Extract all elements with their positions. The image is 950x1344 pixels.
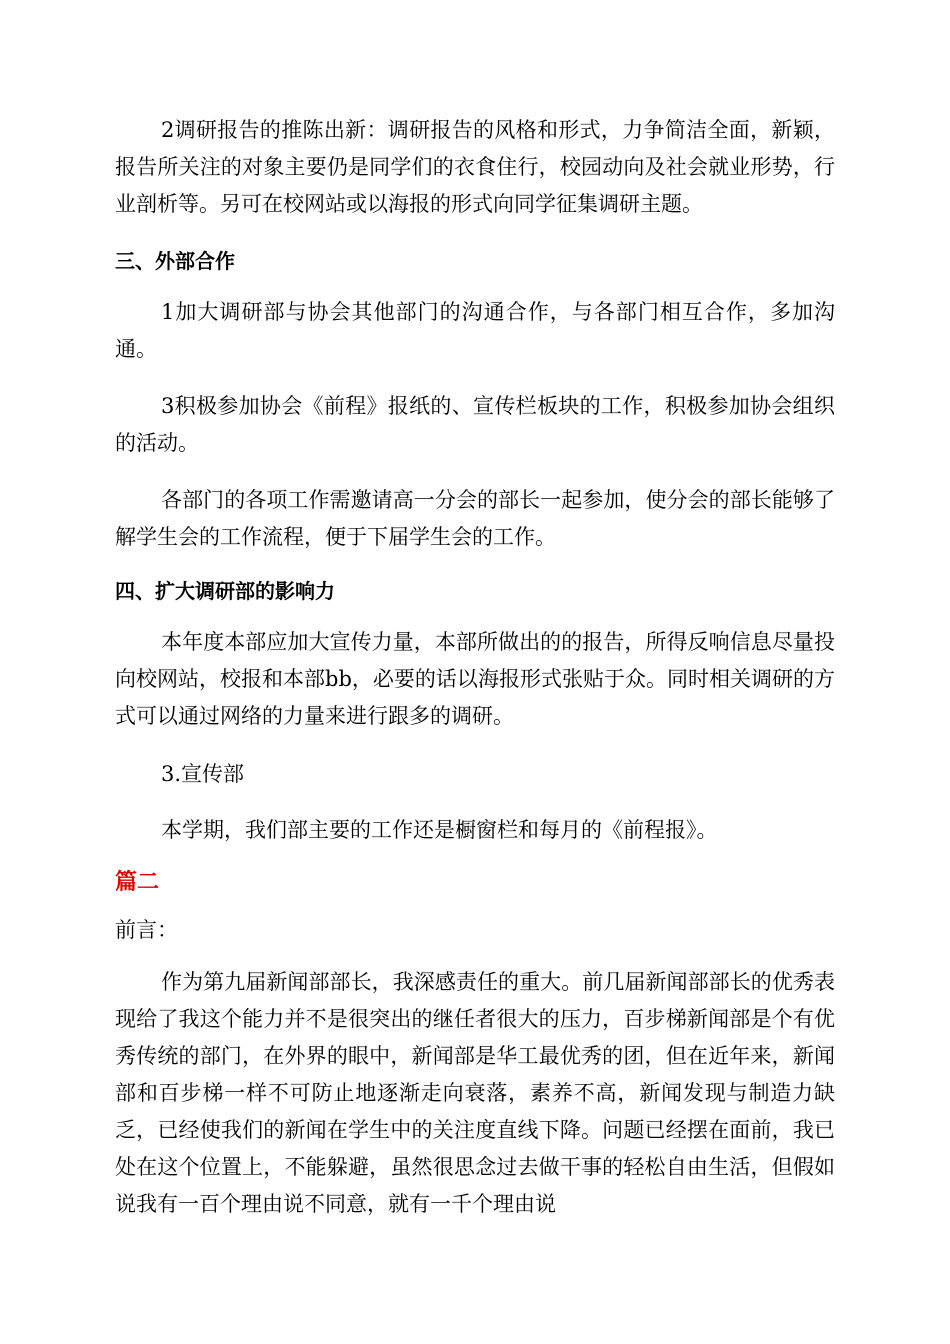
heading-expand-influence: 四、扩大调研部的影响力	[115, 579, 335, 603]
heading-external-cooperation: 三、外部合作	[115, 249, 235, 273]
paragraph-news-minister: 作为第九届新闻部部长，我深感责任的重大。前几届新闻部部长的优秀表现给了我这个能力并不是很突出的继任者很大的压力，百步梯新闻部是个有优秀传统的部门，在外界的眼中，新闻部是华工最优秀的团，但在近年来，新闻部和百步梯一样不可防止地逐渐走向衰落，素养不高，新闻发现与制造力缺乏，已经使我们的新闻在学生中的关注度直线下降。问题已经摆在面前，我已处在这个位置上，不能躲避，虽然很思念过去做干事的轻松自由生活，但假如说我有一百个理由说不同意，就有一千个理由说	[115, 970, 835, 1216]
paragraph-branch-ministers: 各部门的各项工作需邀请高一分会的部长一起参加，使分会的部长能够了解学生会的工作流程，便于下届学生会的工作。	[115, 488, 835, 549]
paragraph-semester-work: 本学期，我们部主要的工作还是橱窗栏和每月的《前程报》。	[161, 818, 718, 842]
paragraph-cooperation-3: 3积极参加协会《前程》报纸的、宣传栏板块的工作，积极参加协会组织的活动。	[115, 394, 835, 455]
preface-label: 前言：	[115, 918, 178, 942]
paragraph-research-report: 2调研报告的推陈出新：调研报告的风格和形式，力争简洁全面，新颖，报告所关注的对象主要仍是同学们的衣食住行，校园动向及社会就业形势，行业剖析等。另可在校网站或以海报的形式向同学征集调研主题。	[115, 118, 835, 216]
section-title-part-two: 篇二	[115, 870, 160, 895]
paragraph-cooperation-1: 1加大调研部与协会其他部门的沟通合作，与各部门相互合作，多加沟通。	[115, 300, 835, 361]
paragraph-publicity: 本年度本部应加大宣传力量，本部所做出的的报告，所得反响信息尽量投向校网站，校报和本部bb，必要的话以海报形式张贴于众。同时相关调研的方式可以通过网络的力量来进行跟多的调研。	[115, 630, 835, 728]
paragraph-publicity-dept: 3.宣传部	[161, 762, 245, 786]
